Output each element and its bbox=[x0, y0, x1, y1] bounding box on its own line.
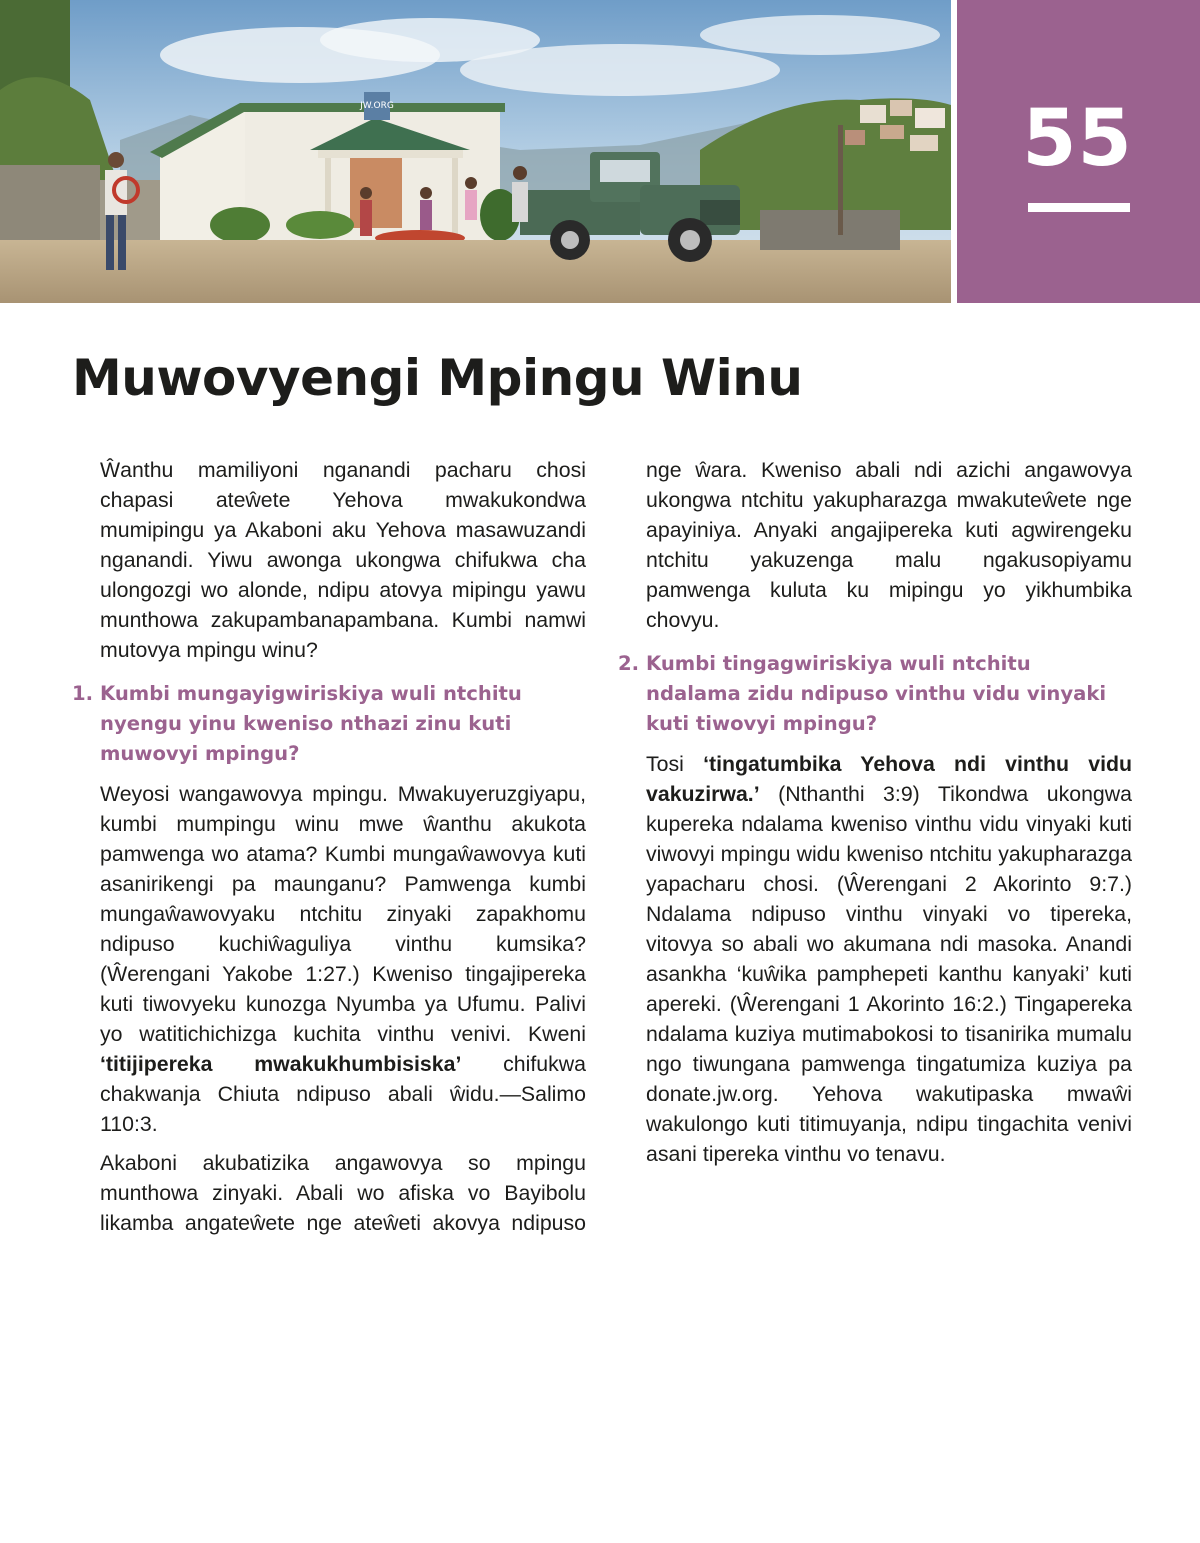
question-1-text: Kumbi mungayigwiriskiya wuli ntchitu nyengu yinu kweniso nthazi zinu kuti muwovyi mpingu? bbox=[100, 682, 522, 765]
section-2-paragraph-1 bbox=[646, 749, 1132, 1169]
question-2-text: Kumbi tingagwiriskiya wuli ntchitu ndalama zidu ndipuso vinthu vidu vinyaki kuti tiwovyi mpingu? bbox=[646, 652, 1107, 735]
question-2-number: 2. bbox=[618, 652, 640, 675]
lesson-number-underline bbox=[1028, 203, 1130, 212]
section-1-paragraph-2: Akaboni akubatizika angawovya so mpingu munthowa zinyaki. Abali wo afiska vo Bayibolu likamba angateŵete nge ateŵeti akovya ndipuso bbox=[100, 1151, 586, 1235]
lesson-number-box bbox=[957, 0, 1200, 303]
question-2 bbox=[618, 649, 1132, 739]
section-2-p1-text-a: Tosi bbox=[646, 752, 704, 776]
hero-photo bbox=[0, 0, 951, 303]
section-2-p1-bold: ‘tingatumbika Yehova ndi vinthu vidu vakuzirwa.’ bbox=[646, 752, 1132, 806]
section-1-p1-bold: ‘titijipereka mwakukhumbisiska’ bbox=[100, 1052, 462, 1076]
right-column bbox=[618, 455, 1132, 1178]
lesson-number: 55 bbox=[1022, 94, 1133, 184]
building-sign: JW.ORG bbox=[360, 101, 394, 111]
question-1-number: 1. bbox=[72, 682, 94, 705]
page-title: Muwovyengi Mpingu Winu bbox=[72, 349, 803, 407]
section-1-p1-text-a: Weyosi wangawovya mpingu. Mwakuyeruzgiyapu, kumbi mumpingu winu mwe ŵanthu akukota pamwenga wo atama? Kumbi mungaŵawovya kuti asanirikengi pa maunganu? Pamwenga kumbi mungaŵawovyaku ntchitu zinyaki zapakhomu ndipuso kuchiŵaguliya vinthu kumsika? (Ŵerengani Yakobe 1:27.) Kweniso tingajipereka kuti tiwovyeku kunozga Nyumba ya Ufumu. Palivi yo watitichichizga kuchita vinthu venivi. Kweni bbox=[100, 782, 586, 1046]
section-2-p1-text-b: (Nthanthi 3:9) Tikondwa ukongwa kupereka ndalama kweniso vinthu vidu vinyaki kuti viwovyi mpingu widu kweniso ntchitu yakupharazga yapacharu chosi. (Ŵerengani 2 Akorinto 9:7.) Ndalama ndipuso vinthu vinyaki vo tipereka, vitovya so abali wo akumana ndi masoka. Anandi asankha ‘kuŵika pamphepeti kanthu kanyaki’ kuti apereki. (Ŵerengani 1 Akorinto 16:2.) Tingapereka ndalama kuziya mutimabokosi to tisanirika mumalu ngo tiwungana pamwenga tingatumiza kuziya pa donate.jw.org. Yehova wakutipaska mwaŵi wakulongo kuti titimuyanja, ndipu tingachita venivi asani tipereka vinthu vo tenavu. bbox=[646, 782, 1132, 1166]
left-column bbox=[72, 455, 586, 1247]
question-1 bbox=[72, 679, 586, 769]
section-1-paragraph-2-continued: nge ŵara. Kweniso abali ndi azichi angawovya ukongwa ntchitu yakupharazga mwakuteŵete nge apayiniya. Anyaki angajipereka kuti agwirengeku ntchitu yakuzenga malu ngakusopiyamu pamwenga kuluta ku mipingu yo yikhumbika chovyu. bbox=[646, 458, 1132, 632]
intro-paragraph: Ŵanthu mamiliyoni nganandi pacharu chosi chapasi ateŵete Yehova mwakukondwa mumipingu ya Akaboni aku Yehova masawuzandi nganandi. Yiwu awonga ukongwa chifukwa cha ulongozgi wo alonde, ndipu atovya mipingu yawu munthowa zakupambanapambana. Kumbi namwi mutovya mpingu winu? bbox=[100, 458, 586, 662]
section-1-p1-text-b: chifukwa chakwanja Chiuta ndipuso abali ŵidu.—Salimo 110:3. bbox=[100, 1052, 586, 1136]
section-1-paragraph-1 bbox=[100, 779, 586, 1139]
